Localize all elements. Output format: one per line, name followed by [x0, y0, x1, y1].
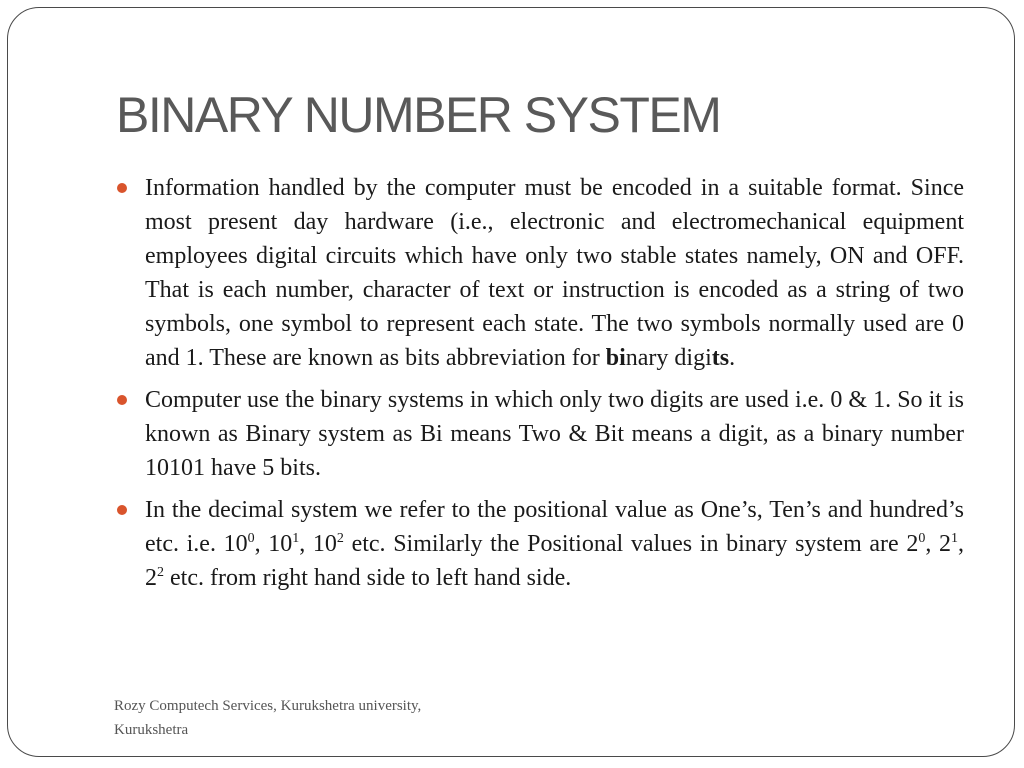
exponent: 2	[336, 531, 344, 546]
bullet-list	[116, 171, 964, 603]
slide-footer	[114, 694, 421, 742]
slide	[7, 7, 1015, 757]
exponent: 0	[918, 531, 926, 546]
bullet-item-2	[116, 383, 964, 485]
bullet-text-3: In the decimal system we refer to the positional value as One’s, Ten’s and hundred’s etc. i.e. $10^0$, $10^1$, $10^2$ etc. Similarly the Positional values in binary system are $2^0$, $2^1$, $2^2$ etc. from right hand side to left hand side.	[145, 497, 965, 591]
bullet-item-3	[116, 493, 964, 595]
bold-bi: bi	[605, 345, 626, 371]
bullet-text-1: Information handled by the computer must be encoded in a suitable format. Since most present day hardware (i.e., electronic and electromechanical equipment employees digital circuits which have only two stable states namely, ON and OFF. That is each number, character of text or instruction is encoded as a string of two symbols, one symbol to represent each state. The two symbols normally used are 0 and 1. These are known as bits abbreviation for binary digits.	[145, 175, 964, 371]
bullet-item-1	[116, 171, 964, 375]
slide-title: BINARY NUMBER SYSTEM	[116, 87, 721, 143]
bold-ts: ts	[711, 345, 730, 371]
footer-line-1: Rozy Computech Services, Kurukshetra university,	[114, 698, 422, 714]
exponent: 2	[157, 565, 164, 580]
bullet-dot-icon	[117, 395, 127, 405]
bullet-dot-icon	[117, 505, 127, 515]
bullet-dot-icon	[117, 183, 127, 193]
bullet-text-2: Computer use the binary systems in which only two digits are used i.e. 0 & 1. So it is known as Binary system as Bi means Two & Bit means a digit, as a binary number 10101 have 5 bits.	[145, 387, 964, 481]
exponent: 1	[292, 531, 300, 546]
footer-line-2: Kurukshetra	[114, 722, 189, 738]
exponent: 1	[951, 531, 959, 546]
exponent: 0	[247, 531, 255, 546]
